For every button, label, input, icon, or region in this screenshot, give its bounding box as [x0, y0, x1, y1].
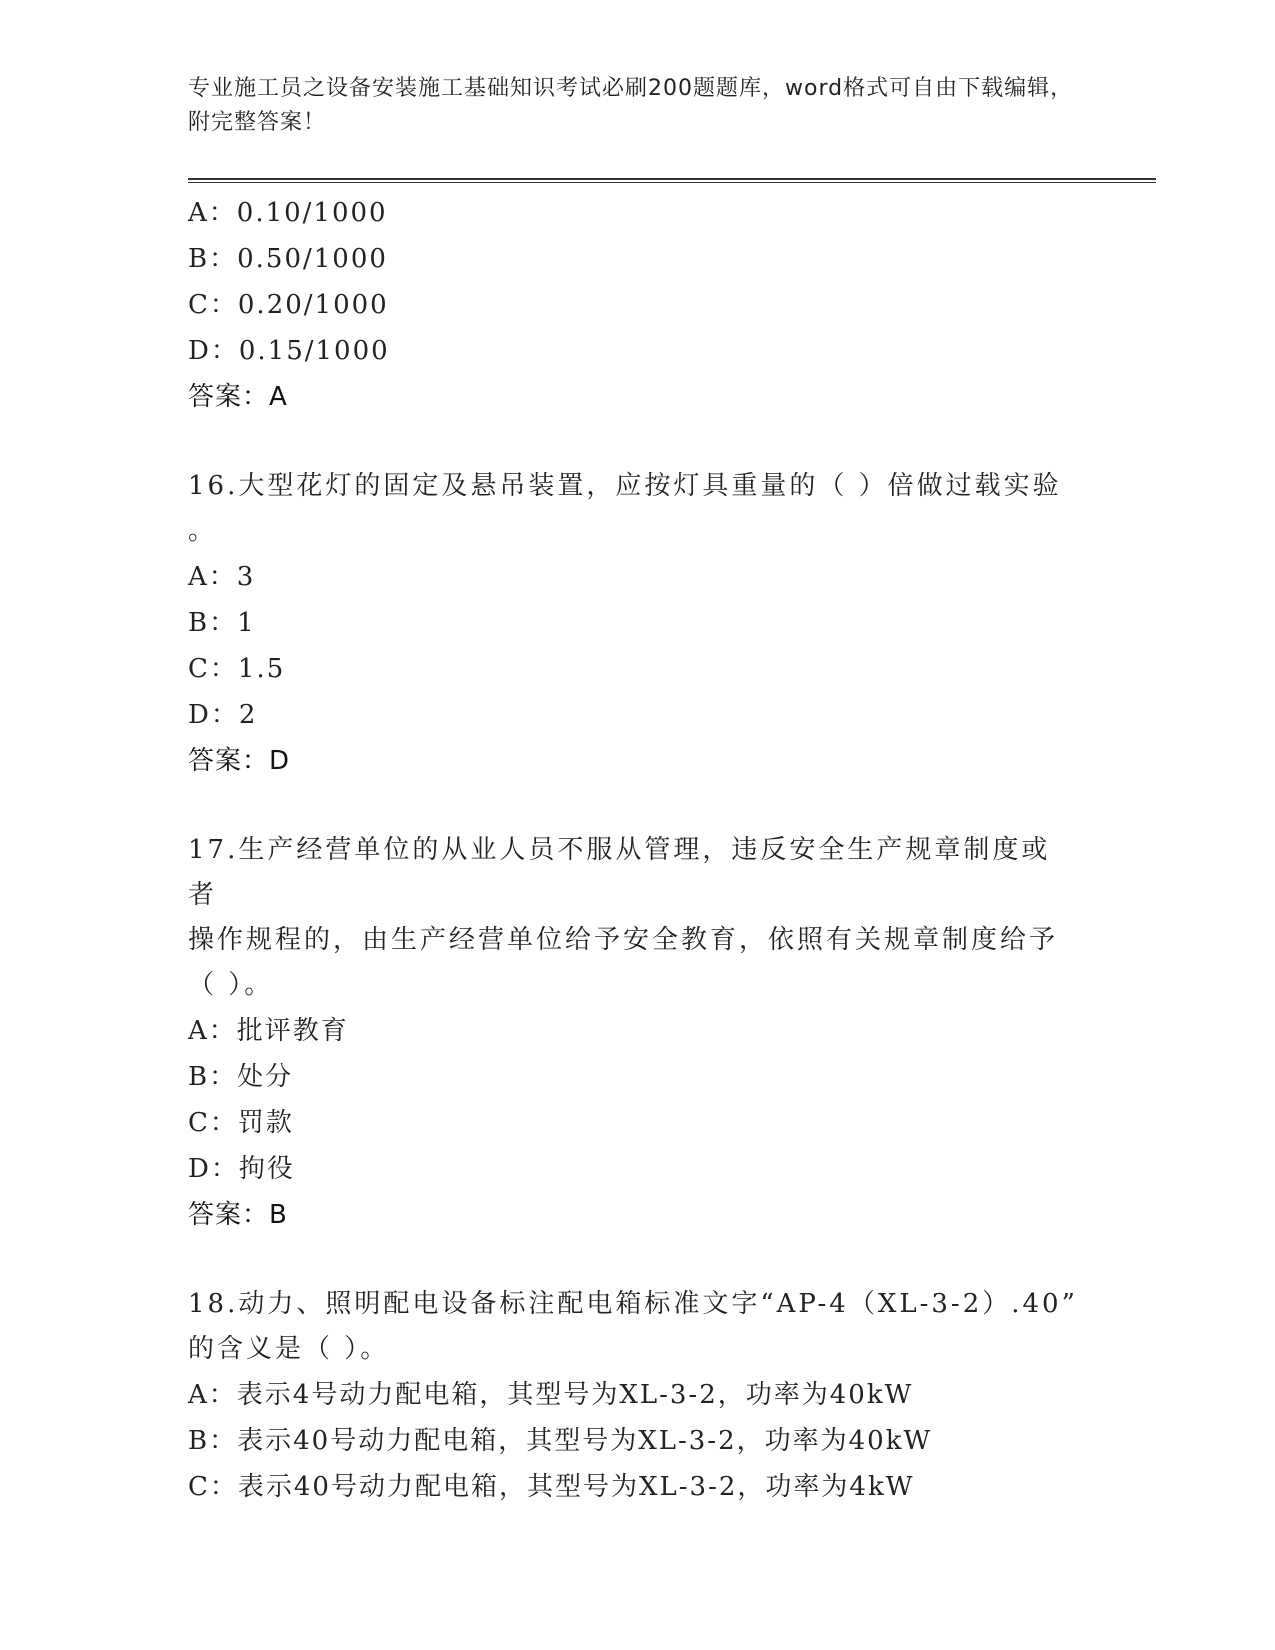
option-d: D：2: [188, 700, 258, 730]
question-text-line: 操作规程的，由生产经营单位给予安全教育，依照有关规章制度给予: [188, 925, 1059, 955]
document-header-title: 专业施工员之设备安装施工基础知识考试必刷200题题库，word格式可自由下载编辑，附完整答案！: [188, 76, 1074, 135]
option-c: C：0.20/1000: [188, 290, 389, 320]
question-block-15: [188, 190, 1088, 420]
question-block-16: [188, 464, 1088, 784]
option-b: B：1: [188, 608, 256, 638]
answer-line: 答案：A: [188, 382, 288, 412]
question-text-line: 的含义是（ ）。: [188, 1334, 390, 1364]
option-b: B：处分: [188, 1062, 294, 1092]
option-a: A：表示4号动力配电箱，其型号为XL-3-2，功率为40kW: [188, 1380, 914, 1410]
document-body: [188, 190, 1088, 1510]
option-a: A：批评教育: [188, 1016, 349, 1046]
option-c: C：罚款: [188, 1108, 294, 1138]
question-text-line: （ ）。: [188, 970, 274, 1000]
option-d: D：拘役: [188, 1154, 295, 1184]
header-divider: [188, 178, 1156, 183]
option-a: A：0.10/1000: [188, 198, 388, 228]
option-a: A：3: [188, 562, 256, 592]
question-block-18: [188, 1282, 1088, 1510]
option-c: C：1.5: [188, 654, 286, 684]
option-d: D：0.15/1000: [188, 336, 390, 366]
option-b: B：表示40号动力配电箱，其型号为XL-3-2，功率为40kW: [188, 1426, 933, 1456]
answer-line: 答案：D: [188, 746, 291, 776]
question-text-line: 。: [188, 516, 218, 546]
option-b: B：0.50/1000: [188, 244, 388, 274]
question-text-line: 18.动力、照明配电设备标注配电箱标准文字“AP-4（XL-3-2）.40”: [188, 1289, 1078, 1319]
question-block-17: [188, 828, 1088, 1238]
option-c: C：表示40号动力配电箱，其型号为XL-3-2，功率为4kW: [188, 1472, 915, 1502]
answer-line: 答案：B: [188, 1200, 288, 1230]
question-text-line: 17.生产经营单位的从业人员不服从管理，违反安全生产规章制度或者: [188, 835, 1051, 910]
question-text-line: 16.大型花灯的固定及悬吊装置，应按灯具重量的（ ）倍做过载实验: [188, 471, 1062, 501]
